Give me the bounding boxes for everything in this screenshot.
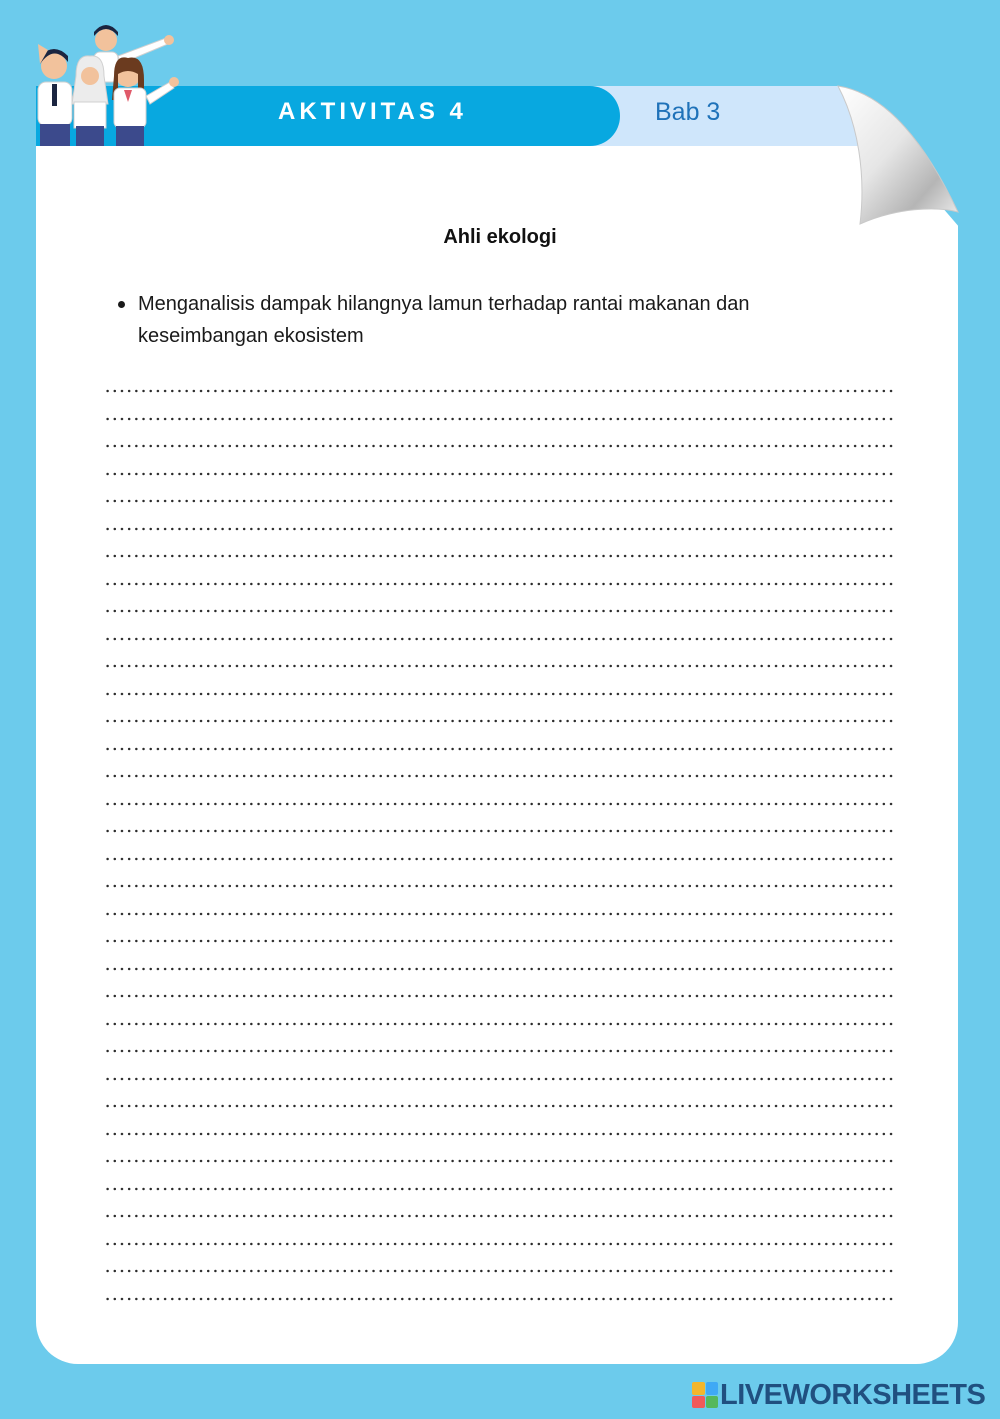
answer-line[interactable]	[104, 1178, 896, 1206]
answer-line[interactable]	[104, 1150, 896, 1178]
answer-line[interactable]	[104, 380, 896, 408]
answer-line[interactable]	[104, 435, 896, 463]
answer-line[interactable]	[104, 600, 896, 628]
bullet-icon	[118, 301, 125, 308]
answer-line[interactable]	[104, 848, 896, 876]
answer-line[interactable]	[104, 490, 896, 518]
chapter-label: Bab 3	[655, 98, 721, 126]
answer-line[interactable]	[104, 683, 896, 711]
section-title: Ahli ekologi	[443, 226, 557, 248]
answer-line[interactable]	[104, 545, 896, 573]
answer-line[interactable]	[104, 903, 896, 931]
answer-line[interactable]	[104, 655, 896, 683]
answer-line[interactable]	[104, 765, 896, 793]
answer-area[interactable]	[104, 380, 896, 1315]
answer-line[interactable]	[104, 1260, 896, 1288]
answer-line[interactable]	[104, 820, 896, 848]
answer-line[interactable]	[104, 1040, 896, 1068]
answer-line[interactable]	[104, 985, 896, 1013]
answer-line[interactable]	[104, 1233, 896, 1261]
liveworksheets-logo-icon	[692, 1382, 718, 1408]
answer-line[interactable]	[104, 1205, 896, 1233]
answer-line[interactable]	[104, 930, 896, 958]
answer-line[interactable]	[104, 1068, 896, 1096]
footer-brand	[692, 1378, 992, 1412]
answer-line[interactable]	[104, 710, 896, 738]
brand-name: LIVEWORKSHEETS	[720, 1378, 986, 1411]
activity-title: AKTIVITAS 4	[278, 98, 467, 125]
answer-line[interactable]	[104, 518, 896, 546]
answer-line[interactable]	[104, 1013, 896, 1041]
answer-line[interactable]	[104, 1288, 896, 1316]
answer-line[interactable]	[104, 958, 896, 986]
answer-line[interactable]	[104, 573, 896, 601]
answer-line[interactable]	[104, 1095, 896, 1123]
answer-line[interactable]	[104, 628, 896, 656]
answer-line[interactable]	[104, 738, 896, 766]
task-text: Menganalisis dampak hilangnya lamun terhadap rantai makanan dan keseimbangan ekosistem	[138, 293, 750, 347]
list-item	[118, 288, 838, 352]
answer-line[interactable]	[104, 408, 896, 436]
page-curl-icon	[836, 84, 960, 228]
answer-line[interactable]	[104, 875, 896, 903]
answer-line[interactable]	[104, 793, 896, 821]
students-illustration-icon	[26, 24, 186, 146]
answer-line[interactable]	[104, 463, 896, 491]
answer-line[interactable]	[104, 1123, 896, 1151]
task-list	[118, 288, 838, 352]
